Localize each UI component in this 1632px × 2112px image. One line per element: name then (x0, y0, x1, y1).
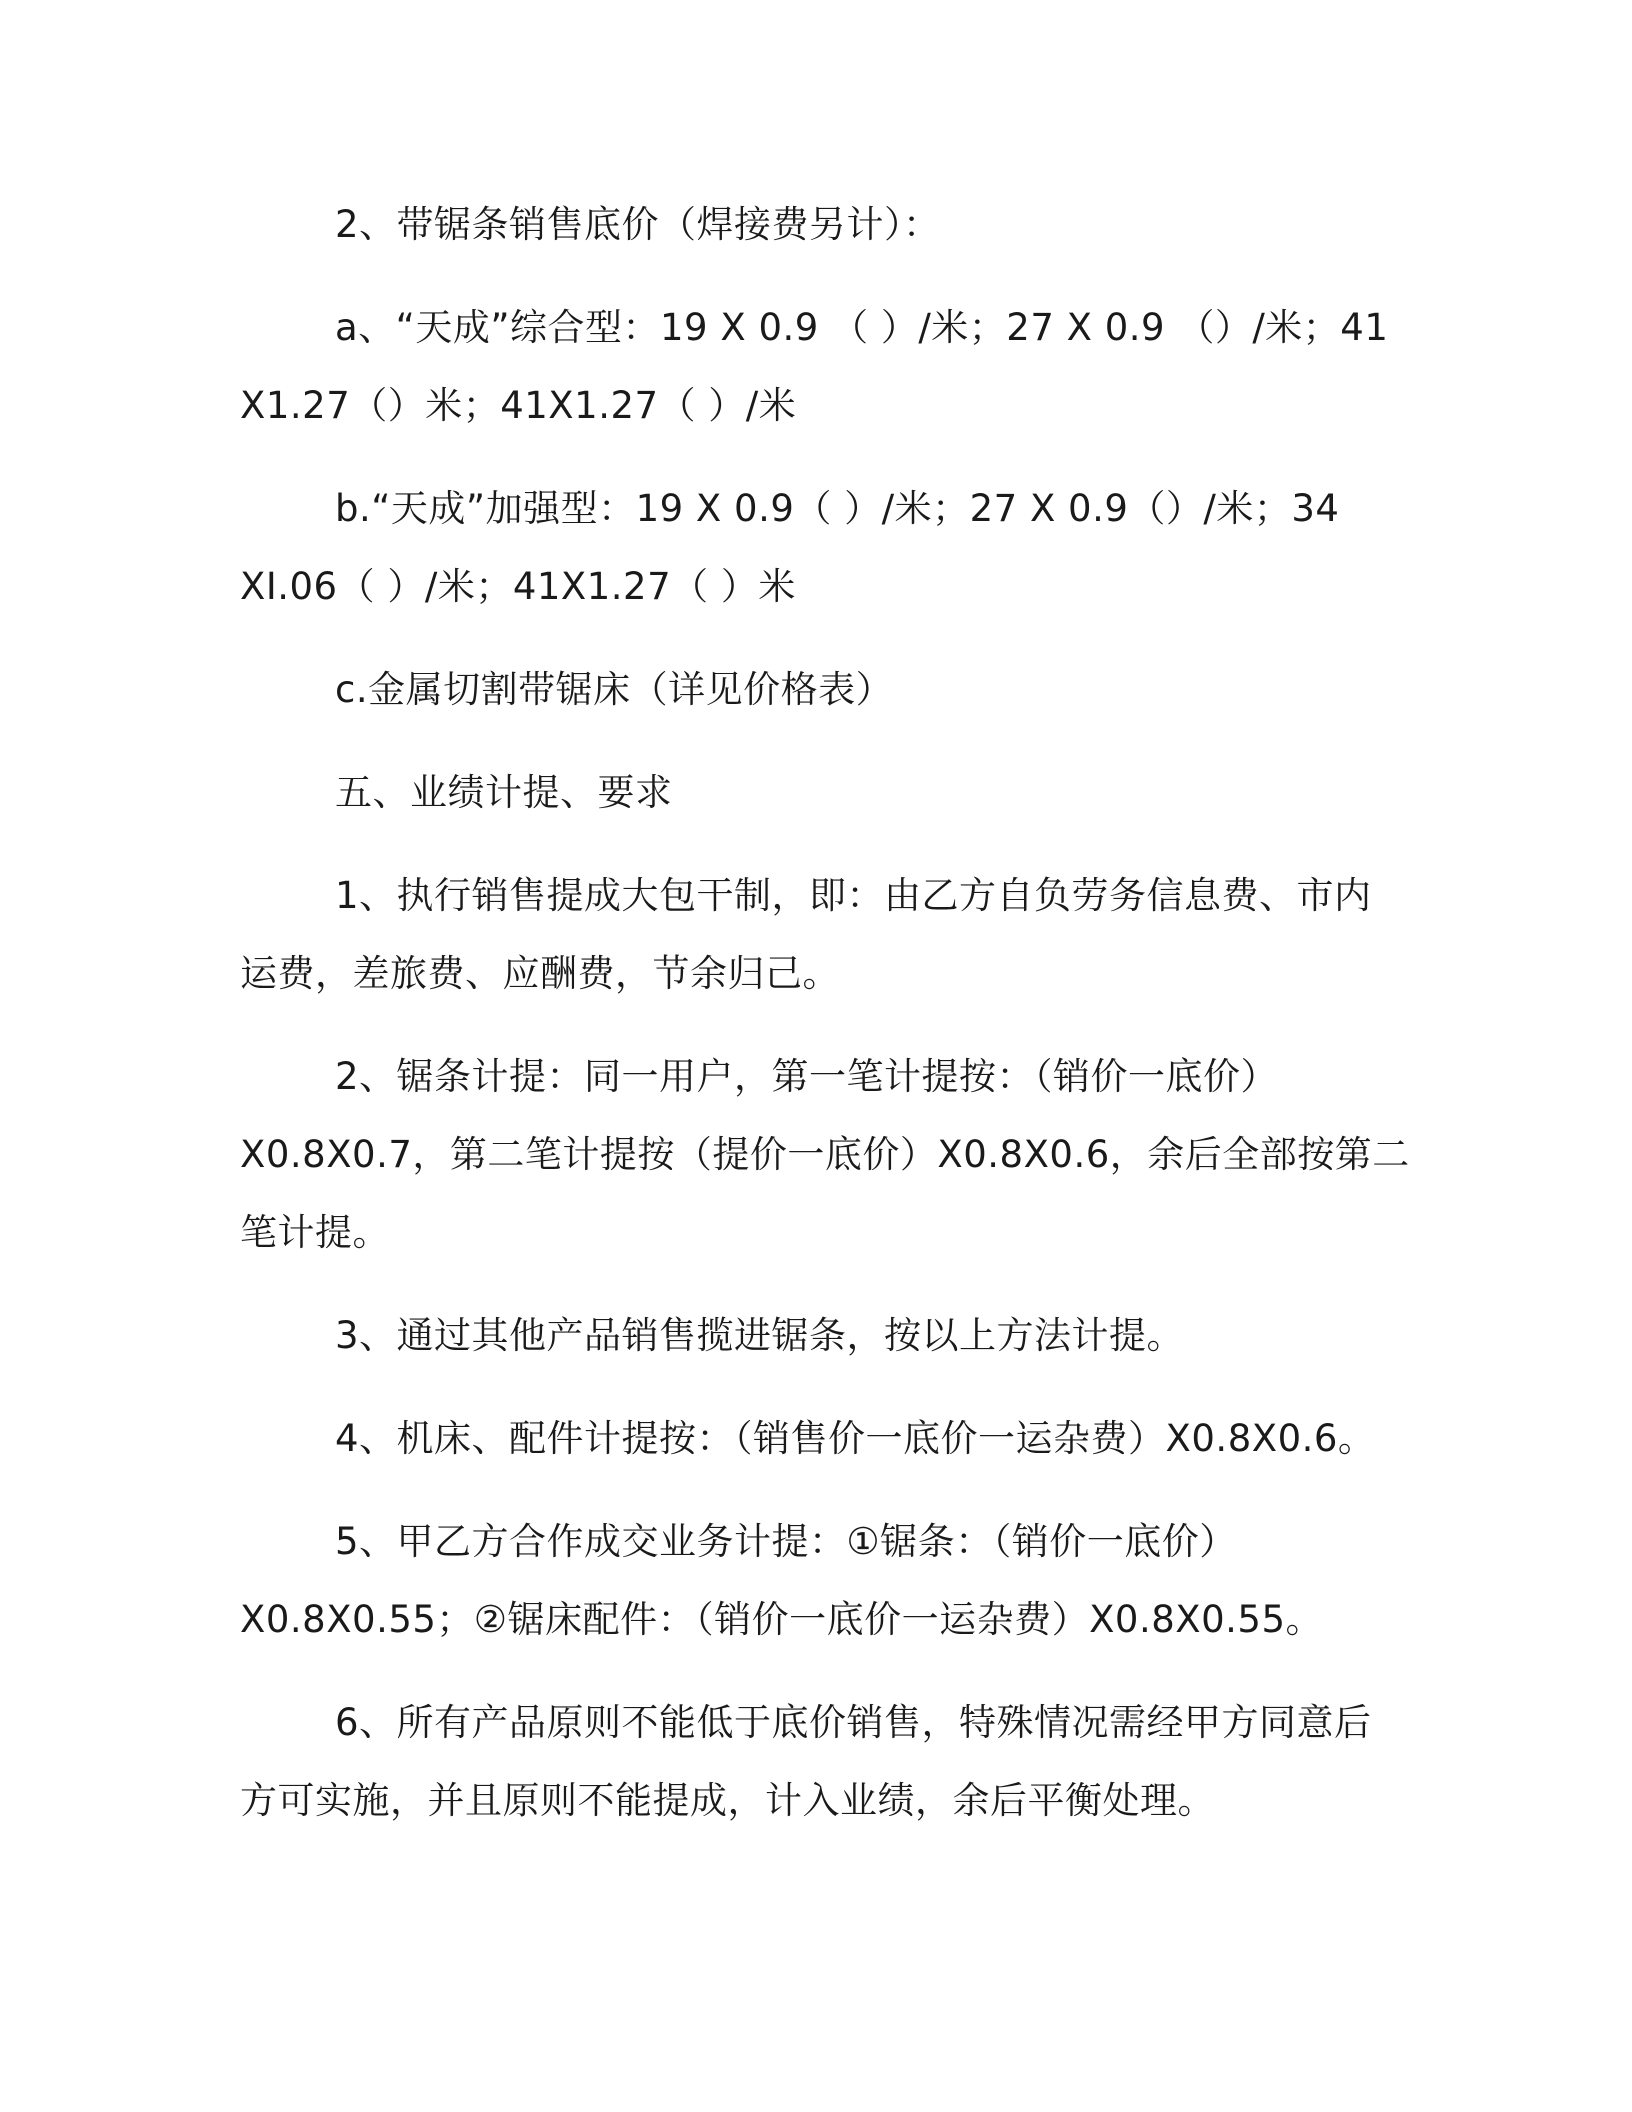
paragraph-item-1 (240, 857, 1372, 1013)
paragraph-item-5 (240, 1503, 1372, 1659)
paragraph-item-3 (240, 1297, 1372, 1375)
text-line: b.“天成”加强型：19 X 0.9（ ）/米；27 X 0.9（）/米；34 (335, 487, 1340, 530)
text-line: 2、带锯条销售底价（焊接费另计）： (335, 203, 941, 246)
text-line: 笔计提。 (240, 1211, 390, 1254)
text-line: c.金属切割带锯床（详见价格表） (335, 668, 894, 711)
paragraph-tiancheng-standard (240, 289, 1389, 445)
text-line: 4、机床、配件计提按：（销售价一底价一运杂费）X0.8X0.6。 (335, 1417, 1376, 1460)
text-line: 方可实施，并且原则不能提成，计入业绩，余后平衡处理。 (240, 1779, 1215, 1822)
paragraph-band-saw-machine (240, 651, 1372, 729)
section-heading-performance (240, 754, 1372, 832)
text-line: X1.27（）米；41X1.27（ ）/米 (240, 384, 797, 427)
text-line: X0.8X0.7，第二笔计提按（提价一底价）X0.8X0.6，余后全部按第二 (240, 1133, 1410, 1176)
text-line: XI.06（ ）/米；41X1.27（ ）米 (240, 565, 796, 608)
text-line: 五、业绩计提、要求 (335, 771, 673, 814)
text-line: X0.8X0.55；②锯床配件：（销价一底价一运杂费）X0.8X0.55。 (240, 1598, 1324, 1641)
text-line: 1、执行销售提成大包干制，即：由乙方自负劳务信息费、市内 (335, 874, 1372, 917)
paragraph-item-2 (240, 1038, 1410, 1272)
text-line: 2、锯条计提：同一用户，第一笔计提按：（销价一底价） (335, 1055, 1279, 1098)
text-line: 运费，差旅费、应酬费，节余归己。 (240, 952, 840, 995)
text-line: 5、甲乙方合作成交业务计提：①锯条：（销价一底价） (335, 1520, 1237, 1563)
text-line: a、“天成”综合型：19 X 0.9 （ ）/米；27 X 0.9 （）/米；41 (335, 306, 1389, 349)
paragraph-item-6 (240, 1684, 1372, 1840)
paragraph-item-4 (240, 1400, 1376, 1478)
paragraph-tiancheng-reinforced (240, 470, 1372, 626)
text-line: 6、所有产品原则不能低于底价销售，特殊情况需经甲方同意后 (335, 1701, 1372, 1744)
text-line: 3、通过其他产品销售揽进锯条，按以上方法计提。 (335, 1314, 1185, 1357)
paragraph-saw-blade-price-heading (240, 186, 1372, 264)
